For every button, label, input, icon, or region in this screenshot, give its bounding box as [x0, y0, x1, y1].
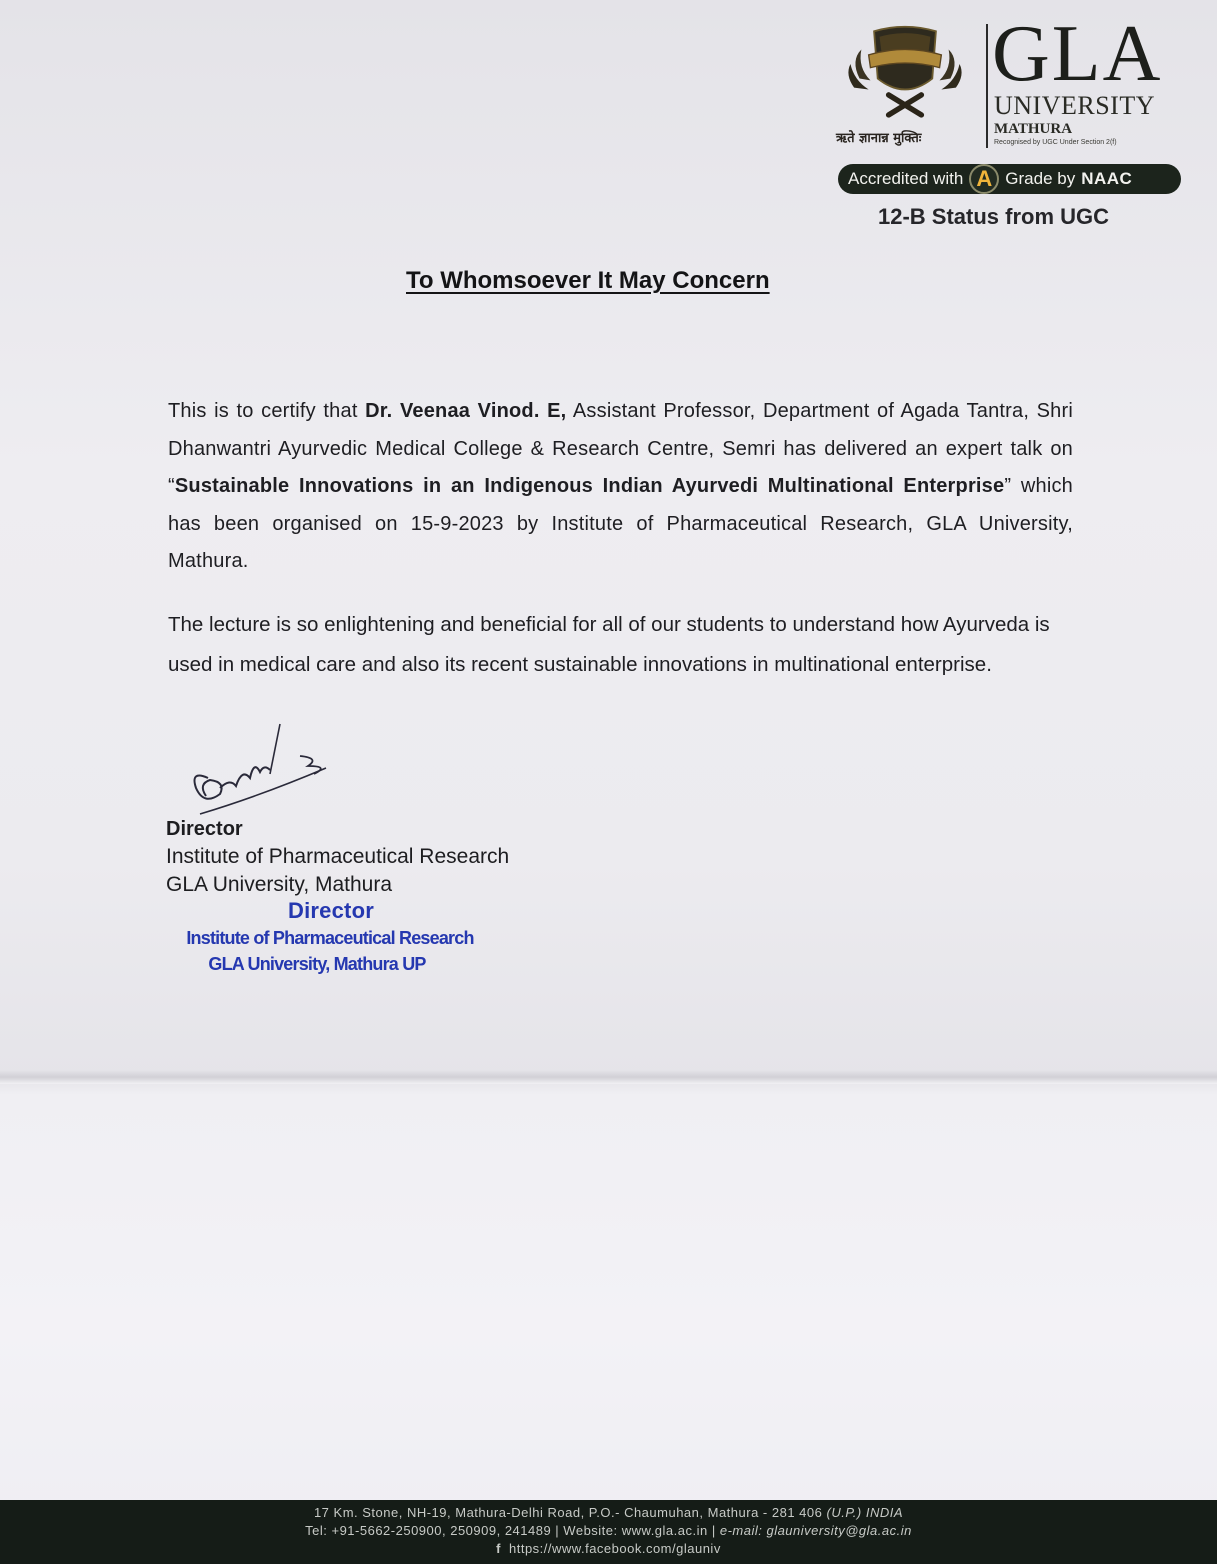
letterhead-footer [0, 1500, 1217, 1564]
para1-text-1: This is to certify that [168, 400, 366, 422]
footer-tel: Tel: +91-5662-250900, 250909, 241489 | Website: www.gla.ac.in | [305, 1523, 716, 1538]
stamp-line-1: Director [288, 898, 374, 923]
signatory-university: GLA University, Mathura [166, 873, 393, 896]
paper-fold [0, 1070, 1217, 1084]
letterhead-logo [836, 10, 1186, 238]
signatory-role: Director [166, 818, 243, 840]
footer-email: e-mail: glauniversity@gla.ac.in [719, 1523, 912, 1538]
talk-topic: Sustainable Innovations in an Indigenous Indian Ayurvedi Multinational Enterprise [174, 475, 1005, 497]
naac-prefix: Accredited with [848, 169, 964, 188]
naac-body: NAAC [1081, 169, 1133, 188]
university-crest-icon [840, 24, 970, 124]
naac-grade: A [969, 164, 999, 194]
footer-facebook: https://www.facebook.com/glauniv [509, 1541, 721, 1556]
official-stamp [186, 898, 486, 976]
naac-badge [838, 164, 1181, 194]
letter-title: To Whomsoever It May Concern [406, 267, 770, 294]
feedback-paragraph: The lecture is so enlightening and beneficial for all of our students to understand how Ayurveda is used in medical care and also its recent sustainable innovations in multinational enterprise. [168, 613, 1050, 676]
brand-university: UNIVERSITY [994, 91, 1155, 120]
motto: ऋते ज्ञानान्न मुक्तिः [836, 131, 922, 146]
naac-suffix: Grade by [1005, 169, 1076, 188]
facebook-icon: f [496, 1541, 501, 1556]
signature [180, 722, 340, 818]
stamp-line-2: Institute of Pharmaceutical Research [186, 928, 474, 948]
para1-text-2: Assistant Professor, Department of Agada Tantra, Shri Dhanwantri Ayurvedic Medical College & Research Centre, Semri has delivered an expert talk on “ [168, 400, 1073, 497]
logo-divider [986, 24, 988, 148]
speaker-name: Dr. Veenaa Vinod. E, [365, 400, 567, 422]
footer-state: (U.P.) INDIA [826, 1505, 904, 1520]
brand-name: GLA [992, 10, 1163, 98]
signatory-block [166, 815, 509, 899]
signatory-institute: Institute of Pharmaceutical Research [166, 845, 510, 868]
brand-city: MATHURA [994, 121, 1073, 137]
ugc-status: 12-B Status from UGC [878, 204, 1110, 229]
recognition-text: Recognised by UGC Under Section 2(f) [994, 139, 1117, 146]
footer-address: 17 Km. Stone, NH-19, Mathura-Delhi Road, P.O.- Chaumuhan, Mathura - 281 406 [313, 1505, 823, 1520]
stamp-line-3: GLA University, Mathura UP [208, 954, 426, 974]
certificate-paragraph [168, 393, 1073, 581]
para1-text-3: ” which has been organised on 15-9-2023 by Institute of Pharmaceutical Research, GLA University, Mathura. [168, 475, 1073, 572]
